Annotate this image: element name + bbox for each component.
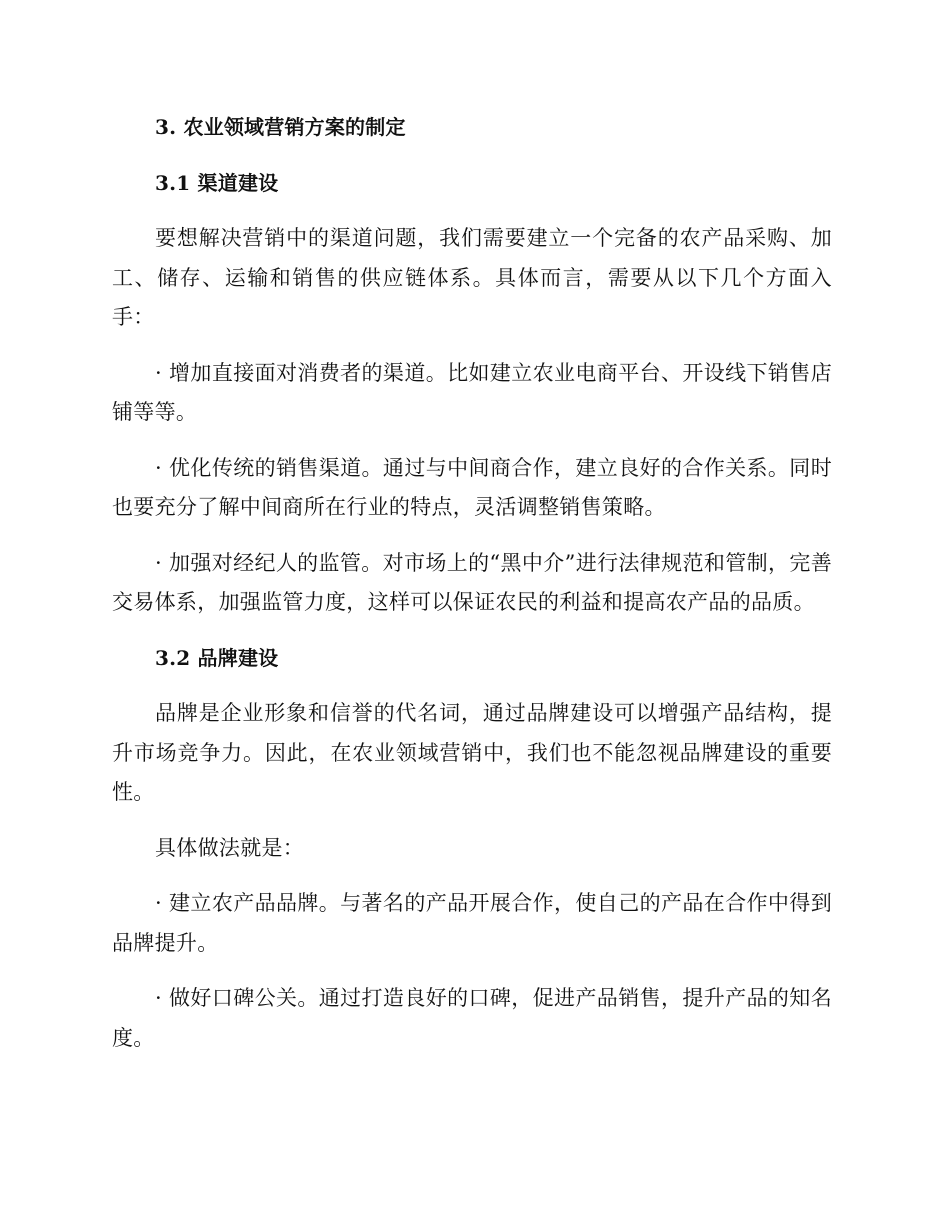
subsection-heading-brand: 3.2 品牌建设 [155,645,279,670]
document-body [112,108,832,1074]
brand-method-label: 具体做法就是： [155,835,305,860]
brand-bullet-1: · 建立农产品品牌。与著名的产品开展合作，使自己的产品在合作中得到品牌提升。 [112,891,832,955]
section-heading: 3. 农业领域营销方案的制定 [155,115,406,139]
channel-intro-paragraph: 要想解决营销中的渠道问题，我们需要建立一个完备的农产品采购、加工、储存、运输和销售的供应链体系。具体而言，需要从以下几个方面入手： [112,226,832,329]
channel-bullet-1: · 增加直接面对消费者的渠道。比如建立农业电商平台、开设线下销售店铺等等。 [112,360,832,424]
brand-intro-paragraph: 品牌是企业形象和信誉的代名词，通过品牌建设可以增强产品结构，提升市场竞争力。因此，在农业领域营销中，我们也不能忽视品牌建设的重要性。 [112,701,832,804]
channel-bullet-2: · 优化传统的销售渠道。通过与中间商合作，建立良好的合作关系。同时也要充分了解中间商所在行业的特点，灵活调整销售策略。 [112,455,832,519]
channel-bullet-3: · 加强对经纪人的监管。对市场上的“黑中介”进行法律规范和管制，完善交易体系，加强监管力度，这样可以保证农民的利益和提高农产品的品质。 [112,550,832,614]
subsection-heading-channel: 3.1 渠道建设 [155,170,279,195]
brand-bullet-2: · 做好口碑公关。通过打造良好的口碑，促进产品销售，提升产品的知名度。 [112,986,832,1050]
